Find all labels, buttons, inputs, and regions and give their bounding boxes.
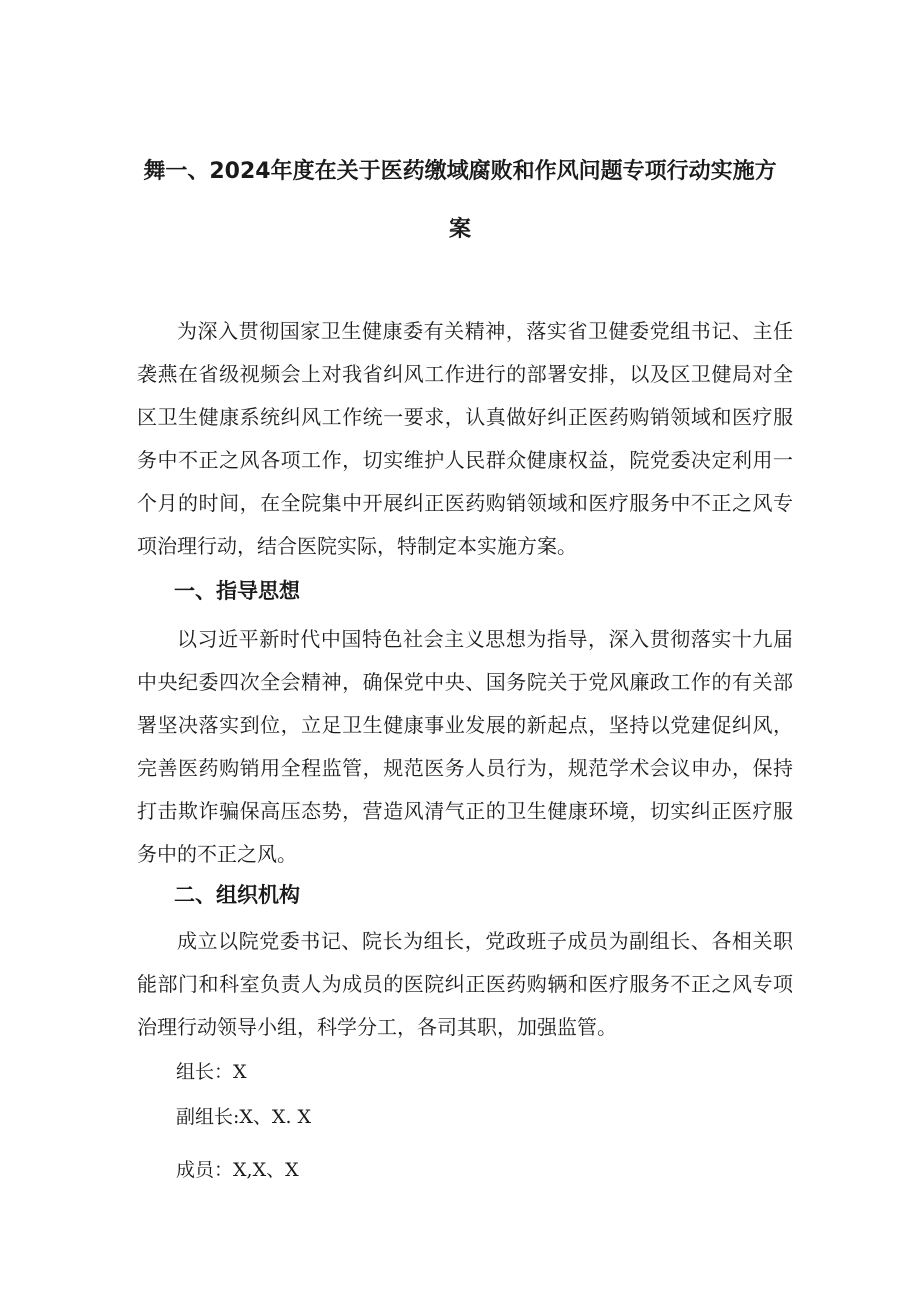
document-title-line1: 舞一、2024年度在关于医药缴域腐败和作风问题专项行动实施方 <box>143 159 777 184</box>
section-body-guiding-thought: 以习近平新时代中国特色社会主义思想为指导，深入贯彻落实十九届中央纪委四次全会精神，确保党中央、国务院关于党风廉政工作的有关部署坚决落实到位，立足卫生健康事业发展的新起点，坚持以党建促纠风，完善医药购销用全程监管，规范医务人员行为，规范学术会议申办，保持打击欺诈骗保高压态势，营造风清气正的卫生健康环境，切实纠正医疗服务中的不正之风。 <box>137 627 793 866</box>
section-heading-guiding-thought: 一、指导思想 <box>174 579 300 603</box>
section-body-organization: 成立以院党委书记、院长为组长，党政班子成员为副组长、各相关职能部门和科室负责人为成员的医院纠正医药购辆和医疗服务不正之风专项治理行动领导小组，科学分工，各司其职，加强监管。 <box>137 929 793 1039</box>
intro-paragraph: 为深入贯彻国家卫生健康委有关精神，落实省卫健委党组书记、主任袭燕在省级视频会上对我省纠风工作进行的部署安排，以及区卫健局对全区卫生健康系统纠风工作统一要求，认真做好纠正医药购销领域和医疗服务中不正之风各项工作，切实维护人民群众健康权益，院党委决定利用一个月的时间，在全院集中开展纠正医药购销领域和医疗服务中不正之风专项治理行动，结合医院实际，特制定本实施方案。 <box>137 319 793 558</box>
member-leader: 组长：X <box>176 1061 247 1083</box>
member-deputy: 副组长:X、X. X <box>176 1106 312 1128</box>
member-list: 成员：X,X、X <box>176 1159 299 1181</box>
section-heading-organization: 二、组织机构 <box>174 883 300 907</box>
document-title-line2: 案 <box>448 217 471 242</box>
